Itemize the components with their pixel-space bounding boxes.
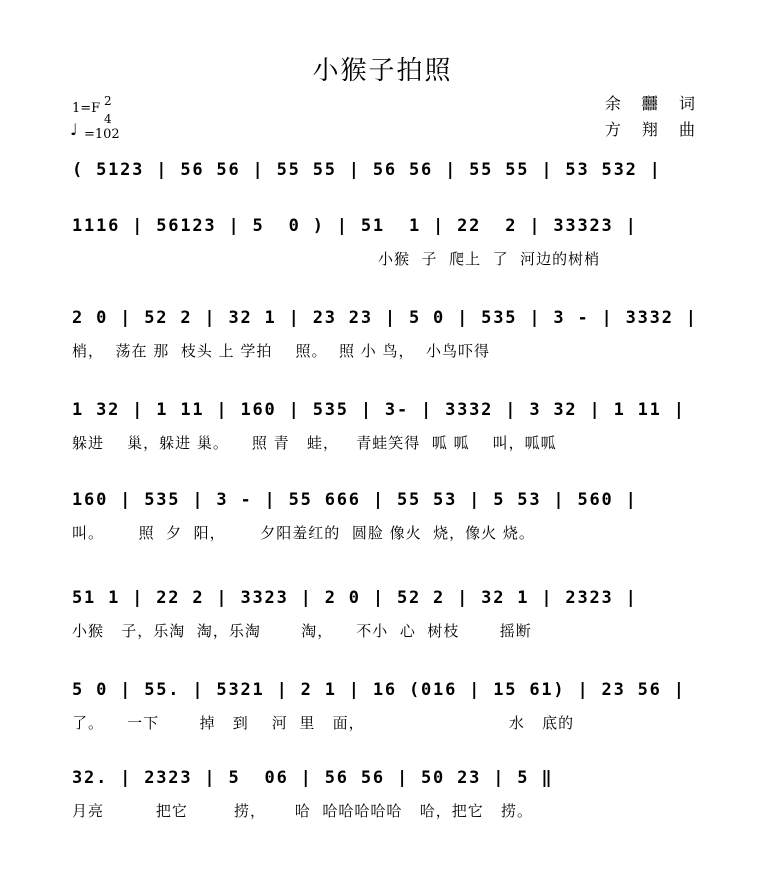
key-signature: 1=F [72, 101, 101, 116]
lyrics-line-7: 了。 一下 掉 到 河 里 面， 水 底的 [72, 714, 575, 732]
lyrics-line-3: 梢， 荡在 那 枝头 上 学拍 照。 照 小 鸟， 小鸟吓得 [72, 342, 491, 360]
notation-line-4: 1 32 | 1 11 | 160 | 535 | 3- | 3332 | 3 32 | 1 11 | [72, 400, 686, 420]
notation-line-2: 1116 | 56123 | 5 0 ) | 51 1 | 22 2 | 33323 | [72, 216, 638, 236]
lyrics-line-2: 小猴 子 爬上 了 河边的树梢 [378, 250, 601, 268]
time-signature-bottom: 4 [104, 112, 112, 126]
song-title: 小猴子拍照 [312, 56, 453, 86]
lyrics-line-8: 月亮 把它 捞， 哈 哈哈哈哈哈 哈，把它 捞。 [72, 802, 534, 820]
notation-line-7: 5 0 | 55. | 5321 | 2 1 | 16 (016 | 15 61) | 23 56 | [72, 680, 686, 700]
tempo-marking: =102 [84, 127, 120, 142]
notation-line-1: ( 5123 | 56 56 | 55 55 | 56 56 | 55 55 | 53 532 | [72, 160, 662, 180]
quarter-note-icon: ♩ [70, 120, 78, 139]
notation-line-3: 2 0 | 52 2 | 32 1 | 23 23 | 5 0 | 535 | 3 - | 3332 | [72, 308, 698, 328]
lyrics-line-6: 小猴 子，乐淘 淘，乐淘 淘， 不小 心 树枝 摇断 [72, 622, 532, 640]
notation-line-6: 51 1 | 22 2 | 3323 | 2 0 | 52 2 | 32 1 | 2323 | [72, 588, 638, 608]
composer-credit: 方 翔 曲 [604, 120, 703, 139]
lyrics-line-5: 叫。 照 夕 阳， 夕阳羞红的 圆脸 像火 烧，像火 烧。 [72, 524, 535, 542]
notation-line-8: 32. | 2323 | 5 06 | 56 56 | 50 23 | 5 ‖ [72, 768, 554, 788]
time-signature-top: 2 [104, 94, 112, 108]
lyricist-credit: 余 䨻 词 [604, 94, 703, 113]
lyrics-line-4: 躲进 巢，躲进 巢。 照 青 蛙， 青蛙笑得 呱 呱 叫，呱呱 [72, 434, 557, 452]
notation-line-5: 160 | 535 | 3 - | 55 666 | 55 53 | 5 53 | 560 | [72, 490, 638, 510]
